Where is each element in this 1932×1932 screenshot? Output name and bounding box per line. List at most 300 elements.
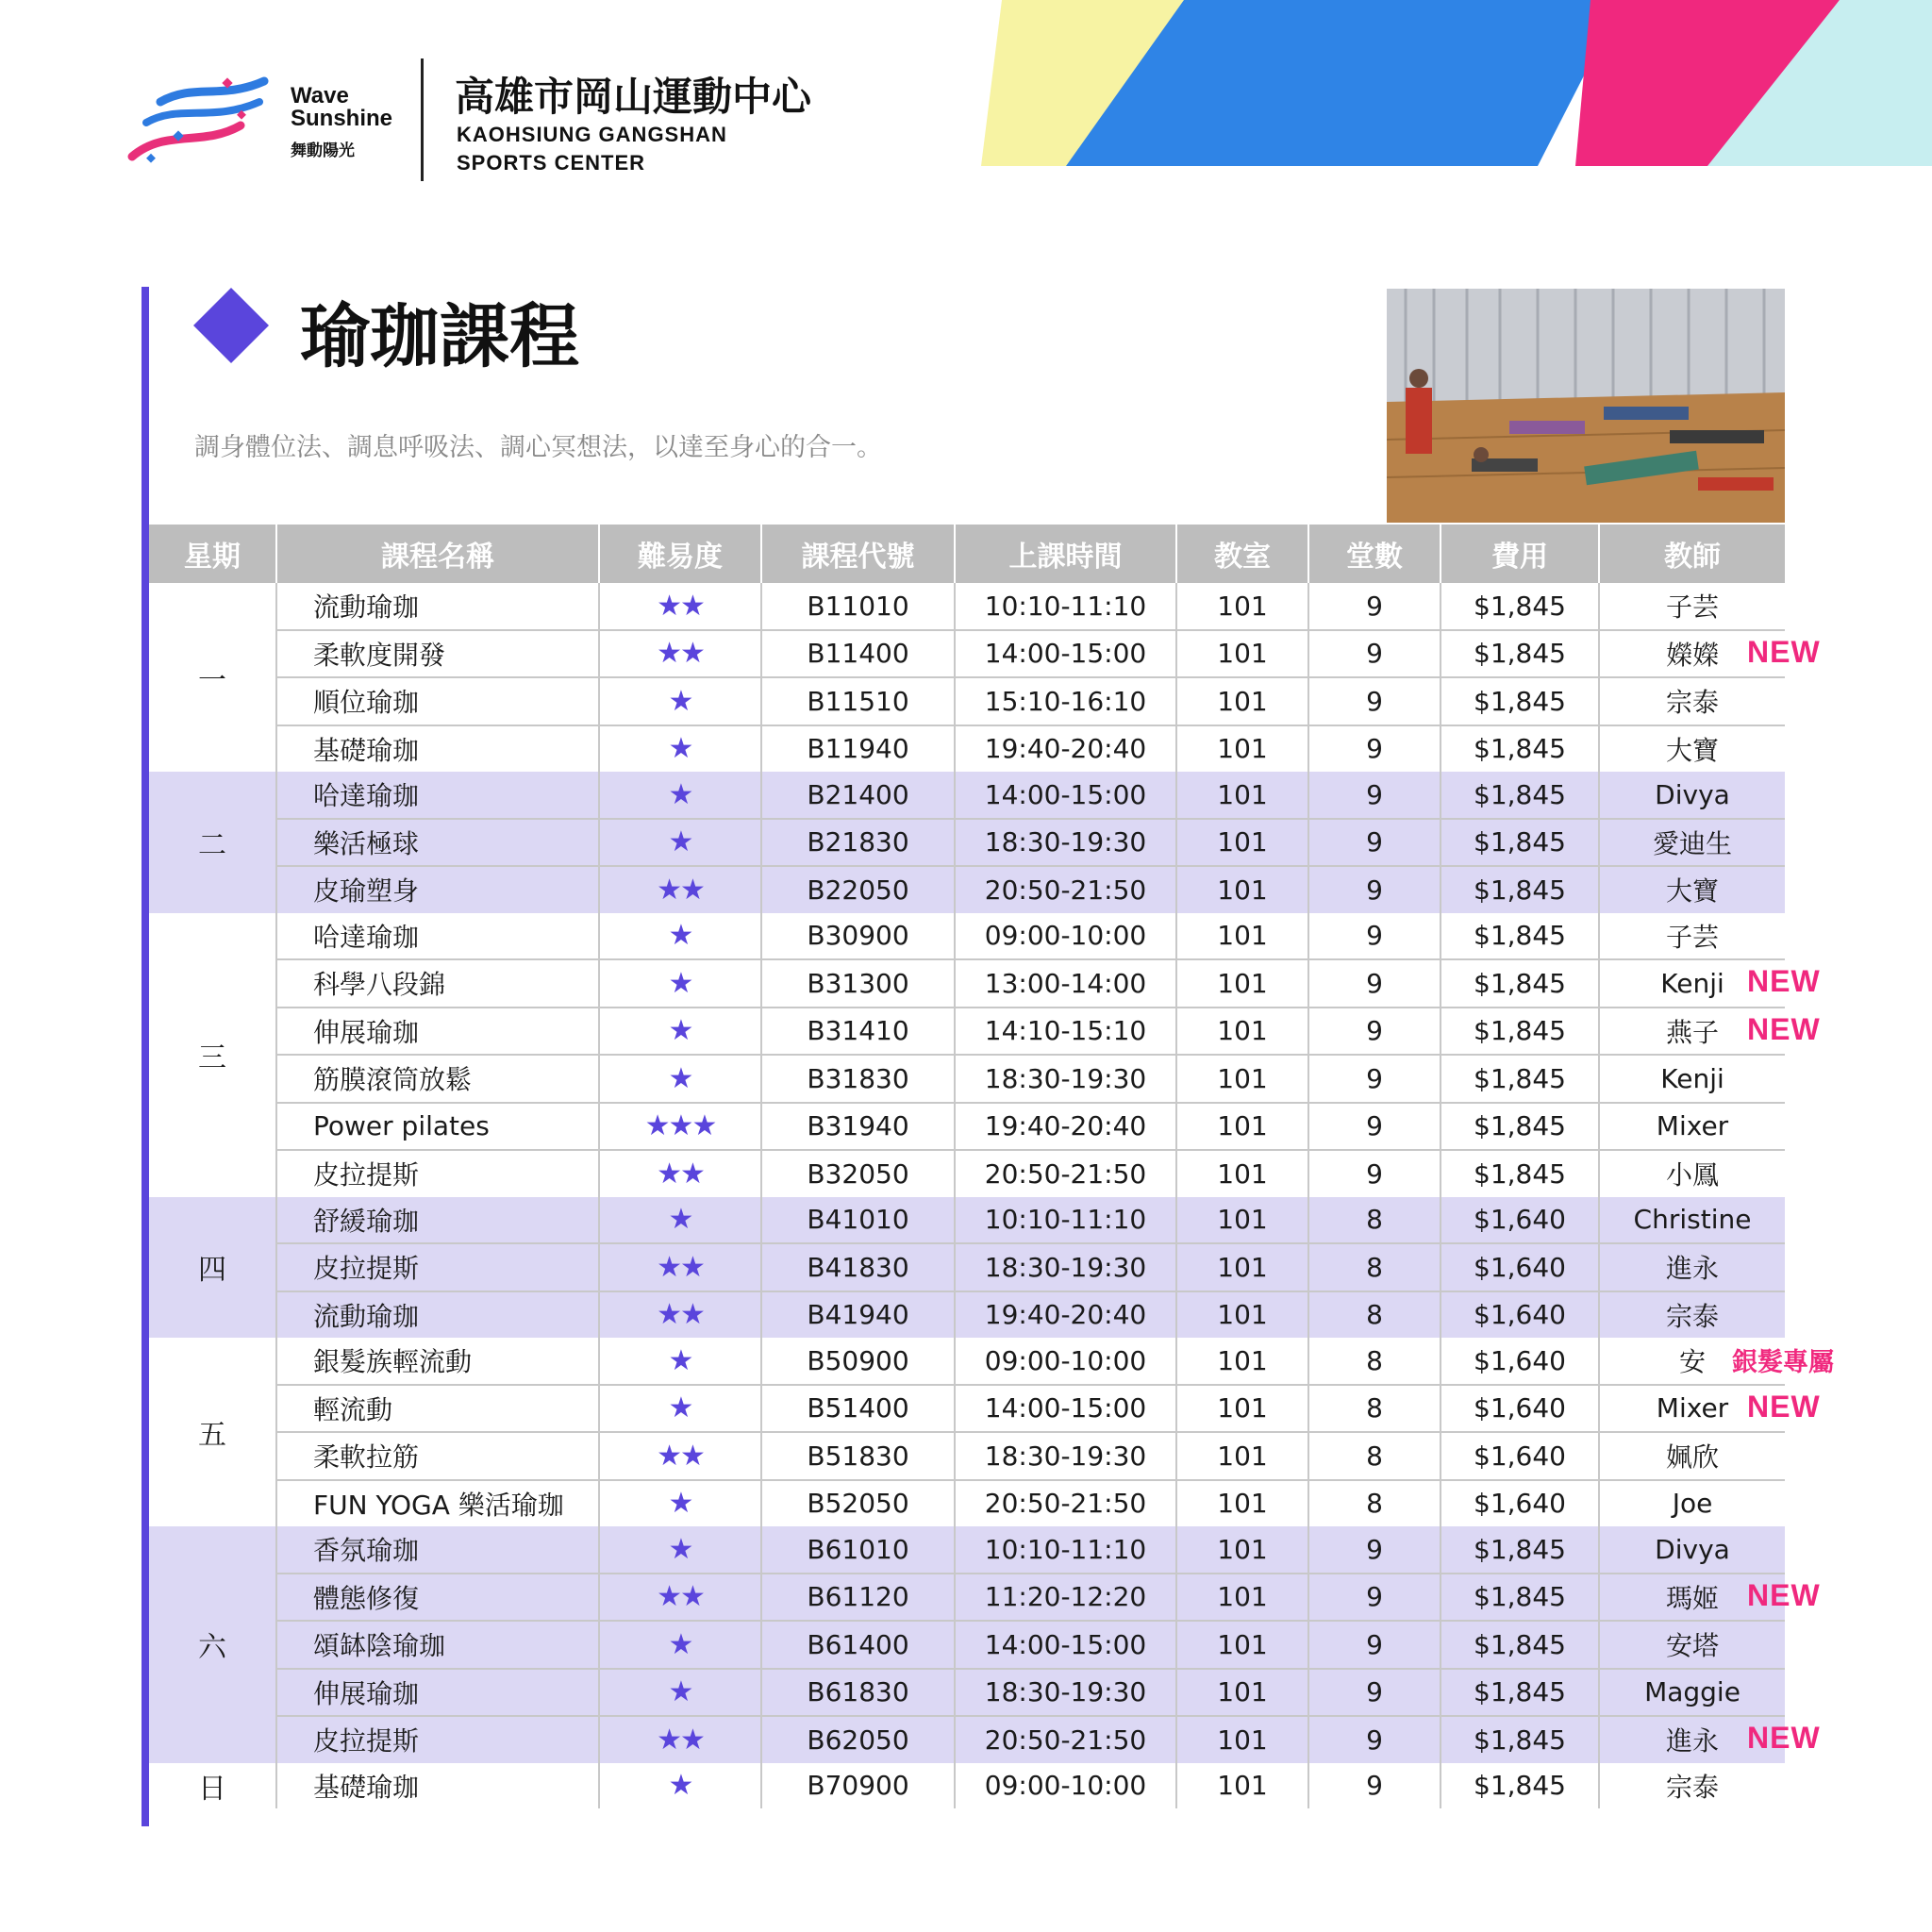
table-row (149, 866, 1785, 913)
brand-line2: Sunshine (291, 106, 393, 131)
room: 101 (1176, 1197, 1308, 1244)
table-row (149, 630, 1785, 678)
difficulty-stars: ★★ (599, 1574, 761, 1622)
difficulty-stars: ★ (599, 959, 761, 1008)
session-count: 9 (1308, 772, 1441, 819)
brand-cn: 舞動陽光 (291, 142, 355, 159)
teacher-cell (1599, 1763, 1785, 1809)
difficulty-stars: ★★ (599, 630, 761, 678)
class-time: 09:00-10:00 (955, 913, 1176, 960)
table-row (149, 583, 1785, 630)
teacher-cell (1599, 1716, 1821, 1763)
table-row (149, 1197, 1785, 1244)
fee: $1,845 (1441, 1526, 1599, 1574)
fee: $1,640 (1441, 1243, 1599, 1291)
course-name: 舒緩瑜珈 (276, 1197, 599, 1244)
fee: $1,845 (1441, 772, 1599, 819)
course-code: B51830 (761, 1432, 955, 1480)
course-name: 皮拉提斯 (276, 1243, 599, 1291)
table-row (149, 1526, 1785, 1574)
session-count: 9 (1308, 1621, 1441, 1669)
class-time: 11:20-12:20 (955, 1574, 1176, 1622)
center-name-en (457, 121, 727, 177)
room: 101 (1176, 819, 1308, 867)
table-row (149, 772, 1785, 819)
teacher-name: Divya (1655, 1533, 1730, 1565)
class-time: 14:00-15:00 (955, 630, 1176, 678)
course-code: B32050 (761, 1150, 955, 1197)
table-row (149, 913, 1785, 960)
course-name: 筋膜滾筒放鬆 (276, 1055, 599, 1103)
class-time: 18:30-19:30 (955, 819, 1176, 867)
new-badge: NEW (1747, 1577, 1821, 1612)
course-code: B70900 (761, 1763, 955, 1809)
table-row (149, 1008, 1785, 1056)
course-name: 皮拉提斯 (276, 1150, 599, 1197)
room: 101 (1176, 1291, 1308, 1339)
course-name: 伸展瑜珈 (276, 1008, 599, 1056)
fee: $1,640 (1441, 1338, 1599, 1385)
session-count: 9 (1308, 1055, 1441, 1103)
page-subtitle: 調身體位法、調息呼吸法、調心冥想法，以達至身心的合一。 (194, 433, 882, 462)
course-code: B22050 (761, 866, 955, 913)
course-name: 皮拉提斯 (276, 1716, 599, 1763)
day-cell: 日 (198, 1772, 226, 1806)
color-banner (972, 0, 1932, 166)
session-count: 9 (1308, 913, 1441, 960)
teacher-name: 子芸 (1665, 921, 1719, 953)
difficulty-stars: ★ (599, 725, 761, 773)
course-code: B21830 (761, 819, 955, 867)
course-name: 體態修復 (276, 1574, 599, 1622)
teacher-cell (1599, 913, 1785, 960)
teacher-name: 進永 (1665, 1725, 1719, 1757)
session-count: 9 (1308, 866, 1441, 913)
fee: $1,640 (1441, 1432, 1599, 1480)
teacher-name: 姵欣 (1665, 1441, 1719, 1474)
session-count: 9 (1308, 583, 1441, 630)
table-row (149, 1103, 1785, 1151)
table-row (149, 1716, 1785, 1763)
room: 101 (1176, 1716, 1308, 1763)
room: 101 (1176, 1480, 1308, 1527)
room: 101 (1176, 1055, 1308, 1103)
room: 101 (1176, 583, 1308, 630)
fee: $1,845 (1441, 1055, 1599, 1103)
session-count: 9 (1308, 1669, 1441, 1717)
course-code: B11400 (761, 630, 955, 678)
day-cell: 六 (149, 1526, 276, 1763)
course-name: 伸展瑜珈 (276, 1669, 599, 1717)
session-count: 8 (1308, 1243, 1441, 1291)
class-time: 14:00-15:00 (955, 1385, 1176, 1433)
col-header-fee: 費用 (1441, 525, 1599, 583)
difficulty-stars: ★ (599, 772, 761, 819)
course-code: B31830 (761, 1055, 955, 1103)
course-code: B61830 (761, 1669, 955, 1717)
class-time: 10:10-11:10 (955, 1197, 1176, 1244)
session-count: 8 (1308, 1385, 1441, 1433)
teacher-name: 小鳳 (1665, 1159, 1719, 1191)
col-header-course-code: 課程代號 (761, 525, 955, 583)
course-code: B41830 (761, 1243, 955, 1291)
table-row (149, 677, 1785, 725)
yoga-class-photo (1387, 289, 1785, 523)
teacher-name: 宗泰 (1665, 1300, 1719, 1332)
day-cell: 四 (149, 1197, 276, 1339)
class-time: 18:30-19:30 (955, 1432, 1176, 1480)
header-divider (421, 58, 424, 181)
session-count: 8 (1308, 1480, 1441, 1527)
teacher-cell (1599, 1480, 1785, 1527)
table-row (149, 1055, 1785, 1103)
schedule-table (149, 525, 1834, 1808)
class-time: 10:10-11:10 (955, 583, 1176, 630)
accent-side-bar (142, 287, 149, 1826)
teacher-cell (1599, 772, 1785, 819)
difficulty-stars: ★★ (599, 866, 761, 913)
session-count: 9 (1308, 1103, 1441, 1151)
silver-exclusive-badge: 銀髮專屬 (1732, 1348, 1834, 1377)
room: 101 (1176, 1150, 1308, 1197)
fee: $1,845 (1441, 583, 1599, 630)
new-badge: NEW (1747, 964, 1821, 998)
table-row (149, 1574, 1785, 1622)
new-badge: NEW (1747, 1011, 1821, 1046)
room: 101 (1176, 772, 1308, 819)
teacher-name: 瑪姬 (1665, 1582, 1719, 1614)
course-code: B50900 (761, 1338, 955, 1385)
course-name: 基礎瑜珈 (276, 725, 599, 773)
class-time: 20:50-21:50 (955, 1150, 1176, 1197)
teacher-name: 宗泰 (1665, 1771, 1719, 1803)
center-name-en-line1: KAOHSIUNG GANGSHAN (457, 123, 727, 146)
room: 101 (1176, 1432, 1308, 1480)
course-code: B61120 (761, 1574, 955, 1622)
course-code: B31940 (761, 1103, 955, 1151)
class-time: 19:40-20:40 (955, 1103, 1176, 1151)
class-time: 09:00-10:00 (955, 1763, 1176, 1809)
brand-name (291, 85, 392, 162)
fee: $1,845 (1441, 1008, 1599, 1056)
table-row (149, 1291, 1785, 1339)
fee: $1,640 (1441, 1480, 1599, 1527)
col-header-room: 教室 (1176, 525, 1308, 583)
difficulty-stars: ★★ (599, 1150, 761, 1197)
difficulty-stars: ★★★ (599, 1103, 761, 1151)
difficulty-stars: ★ (599, 819, 761, 867)
table-row (149, 1763, 1785, 1809)
course-name: 哈達瑜珈 (276, 913, 599, 960)
room: 101 (1176, 959, 1308, 1008)
teacher-cell (1599, 1103, 1785, 1151)
fee: $1,845 (1441, 1621, 1599, 1669)
room: 101 (1176, 1008, 1308, 1056)
table-row (149, 1621, 1785, 1669)
class-time: 19:40-20:40 (955, 725, 1176, 773)
course-code: B52050 (761, 1480, 955, 1527)
fee: $1,845 (1441, 913, 1599, 960)
class-time: 13:00-14:00 (955, 959, 1176, 1008)
course-name: 基礎瑜珈 (276, 1763, 599, 1809)
difficulty-stars: ★★ (599, 1716, 761, 1763)
difficulty-stars: ★ (599, 1621, 761, 1669)
difficulty-stars: ★ (599, 677, 761, 725)
room: 101 (1176, 1385, 1308, 1433)
teacher-name: Kenji (1660, 967, 1724, 999)
course-name: 香氛瑜珈 (276, 1526, 599, 1574)
difficulty-stars: ★ (599, 1480, 761, 1527)
teacher-name: Joe (1672, 1488, 1713, 1520)
room: 101 (1176, 677, 1308, 725)
room: 101 (1176, 1669, 1308, 1717)
table-row (149, 819, 1785, 867)
fee: $1,845 (1441, 1716, 1599, 1763)
table-row (149, 959, 1785, 1008)
col-header-sessions: 堂數 (1308, 525, 1441, 583)
class-time: 18:30-19:30 (955, 1669, 1176, 1717)
course-name: 輕流動 (276, 1385, 599, 1433)
fee: $1,845 (1441, 1763, 1599, 1809)
col-header-course-name: 課程名稱 (276, 525, 599, 583)
fee: $1,640 (1441, 1291, 1599, 1339)
course-name: 順位瑜珈 (276, 677, 599, 725)
table-row (149, 1243, 1785, 1291)
teacher-cell (1599, 1621, 1785, 1669)
course-name: 流動瑜珈 (276, 583, 599, 630)
fee: $1,640 (1441, 1385, 1599, 1433)
table-row (149, 1150, 1785, 1197)
class-time: 20:50-21:50 (955, 1480, 1176, 1527)
day-cell: 五 (198, 1419, 226, 1452)
course-code: B31300 (761, 959, 955, 1008)
course-code: B21400 (761, 772, 955, 819)
table-row (149, 1432, 1785, 1480)
table-row (149, 1480, 1785, 1527)
session-count: 9 (1308, 819, 1441, 867)
teacher-name: Mixer (1656, 1392, 1729, 1424)
teacher-cell (1599, 866, 1785, 913)
course-name: FUN YOGA 樂活瑜珈 (276, 1480, 599, 1527)
class-time: 20:50-21:50 (955, 1716, 1176, 1763)
course-code: B31410 (761, 1008, 955, 1056)
teacher-cell (1599, 1055, 1785, 1103)
fee: $1,845 (1441, 1150, 1599, 1197)
room: 101 (1176, 1103, 1308, 1151)
fee: $1,845 (1441, 1574, 1599, 1622)
teacher-name: 宗泰 (1665, 687, 1719, 719)
fee: $1,845 (1441, 959, 1599, 1008)
teacher-name: Maggie (1644, 1676, 1740, 1708)
day-cell: 三 (198, 1041, 226, 1074)
wave-sunshine-logo (127, 74, 269, 168)
course-code: B62050 (761, 1716, 955, 1763)
teacher-cell (1599, 1338, 1834, 1385)
fee: $1,845 (1441, 1103, 1599, 1151)
class-time: 19:40-20:40 (955, 1291, 1176, 1339)
col-header-day: 星期 (149, 525, 276, 583)
day-cell: 一 (198, 664, 226, 697)
fee: $1,845 (1441, 630, 1599, 678)
course-name: Power pilates (276, 1103, 599, 1151)
teacher-name: 進永 (1665, 1253, 1719, 1285)
class-time: 14:00-15:00 (955, 772, 1176, 819)
page-title: 瑜珈課程 (300, 296, 579, 377)
course-name: 柔軟拉筋 (276, 1432, 599, 1480)
difficulty-stars: ★ (599, 1008, 761, 1056)
class-time: 14:10-15:10 (955, 1008, 1176, 1056)
course-code: B11510 (761, 677, 955, 725)
session-count: 9 (1308, 1574, 1441, 1622)
room: 101 (1176, 866, 1308, 913)
session-count: 9 (1308, 1716, 1441, 1763)
class-time: 20:50-21:50 (955, 866, 1176, 913)
teacher-cell (1599, 725, 1785, 773)
class-time: 10:10-11:10 (955, 1526, 1176, 1574)
course-code: B11010 (761, 583, 955, 630)
teacher-cell (1599, 1291, 1785, 1339)
difficulty-stars: ★ (599, 1385, 761, 1433)
session-count: 8 (1308, 1197, 1441, 1244)
difficulty-stars: ★ (599, 1763, 761, 1809)
difficulty-stars: ★ (599, 1197, 761, 1244)
fee: $1,845 (1441, 1669, 1599, 1717)
difficulty-stars: ★★ (599, 1243, 761, 1291)
difficulty-stars: ★★ (599, 1432, 761, 1480)
teacher-cell (1599, 1385, 1821, 1433)
difficulty-stars: ★★ (599, 583, 761, 630)
new-badge: NEW (1747, 1721, 1821, 1755)
diamond-icon (193, 288, 269, 363)
class-time: 14:00-15:00 (955, 1621, 1176, 1669)
new-badge: NEW (1747, 634, 1821, 669)
teacher-cell (1599, 583, 1785, 630)
fee: $1,845 (1441, 819, 1599, 867)
center-name-cn: 高雄市岡山運動中心 (455, 74, 812, 120)
course-name: 樂活極球 (276, 819, 599, 867)
teacher-name: 大寶 (1665, 734, 1719, 766)
class-time: 09:00-10:00 (955, 1338, 1176, 1385)
brand-line1: Wave (291, 83, 349, 108)
teacher-cell (1599, 1243, 1785, 1291)
teacher-cell (1599, 1669, 1785, 1717)
table-row (149, 1338, 1785, 1385)
session-count: 8 (1308, 1291, 1441, 1339)
session-count: 8 (1308, 1432, 1441, 1480)
teacher-name: Kenji (1660, 1062, 1724, 1094)
teacher-name: Christine (1633, 1204, 1752, 1236)
teacher-cell (1599, 677, 1785, 725)
class-time: 18:30-19:30 (955, 1243, 1176, 1291)
table-header-row (149, 525, 1785, 583)
difficulty-stars: ★ (599, 1669, 761, 1717)
session-count: 8 (1308, 1338, 1441, 1385)
course-name: 哈達瑜珈 (276, 772, 599, 819)
difficulty-stars: ★ (599, 1055, 761, 1103)
room: 101 (1176, 1621, 1308, 1669)
teacher-name: 愛迪生 (1652, 827, 1732, 859)
teacher-name: 大寶 (1665, 875, 1719, 908)
course-code: B61400 (761, 1621, 955, 1669)
teacher-cell (1599, 1526, 1785, 1574)
session-count: 9 (1308, 1526, 1441, 1574)
class-time: 18:30-19:30 (955, 1055, 1176, 1103)
session-count: 9 (1308, 1763, 1441, 1809)
teacher-name: 燕子 (1665, 1016, 1719, 1048)
fee: $1,845 (1441, 866, 1599, 913)
fee: $1,845 (1441, 677, 1599, 725)
room: 101 (1176, 913, 1308, 960)
new-badge: NEW (1747, 1389, 1821, 1424)
session-count: 9 (1308, 959, 1441, 1008)
room: 101 (1176, 1763, 1308, 1809)
room: 101 (1176, 725, 1308, 773)
teacher-cell (1599, 959, 1821, 1008)
room: 101 (1176, 1243, 1308, 1291)
course-name: 科學八段錦 (276, 959, 599, 1008)
room: 101 (1176, 1574, 1308, 1622)
session-count: 9 (1308, 677, 1441, 725)
room: 101 (1176, 630, 1308, 678)
course-code: B41010 (761, 1197, 955, 1244)
teacher-cell (1599, 1197, 1785, 1244)
table-row (149, 1385, 1785, 1433)
course-code: B61010 (761, 1526, 955, 1574)
fee: $1,640 (1441, 1197, 1599, 1244)
course-name: 銀髮族輕流動 (276, 1338, 599, 1385)
room: 101 (1176, 1338, 1308, 1385)
session-count: 9 (1308, 630, 1441, 678)
teacher-name: 安 (1678, 1346, 1706, 1378)
teacher-cell (1599, 1432, 1785, 1480)
teacher-cell (1599, 1574, 1821, 1622)
difficulty-stars: ★ (599, 1338, 761, 1385)
col-header-difficulty: 難易度 (599, 525, 761, 583)
course-code: B30900 (761, 913, 955, 960)
session-count: 9 (1308, 1008, 1441, 1056)
course-name: 皮瑜塑身 (276, 866, 599, 913)
table-row (149, 725, 1785, 773)
class-time: 15:10-16:10 (955, 677, 1176, 725)
col-header-teacher: 教師 (1599, 525, 1785, 583)
course-code: B11940 (761, 725, 955, 773)
table-row (149, 1669, 1785, 1717)
teacher-cell (1599, 630, 1821, 678)
teacher-name: 安塔 (1665, 1630, 1719, 1662)
teacher-name: 嬫嬫 (1665, 639, 1719, 671)
teacher-name: Mixer (1656, 1110, 1729, 1142)
course-code: B41940 (761, 1291, 955, 1339)
teacher-cell (1599, 1150, 1785, 1197)
center-name-en-line2: SPORTS CENTER (457, 151, 646, 175)
teacher-cell (1599, 819, 1785, 867)
teacher-cell (1599, 1008, 1821, 1056)
day-cell: 二 (149, 772, 276, 913)
course-code: B51400 (761, 1385, 955, 1433)
room: 101 (1176, 1526, 1308, 1574)
difficulty-stars: ★★ (599, 1291, 761, 1339)
course-name: 流動瑜珈 (276, 1291, 599, 1339)
course-name: 頌缽陰瑜珈 (276, 1621, 599, 1669)
fee: $1,845 (1441, 725, 1599, 773)
session-count: 9 (1308, 1150, 1441, 1197)
schedule-body (149, 583, 1834, 1808)
session-count: 9 (1308, 725, 1441, 773)
course-name: 柔軟度開發 (276, 630, 599, 678)
teacher-name: Divya (1655, 778, 1730, 810)
teacher-name: 子芸 (1665, 591, 1719, 624)
difficulty-stars: ★ (599, 913, 761, 960)
